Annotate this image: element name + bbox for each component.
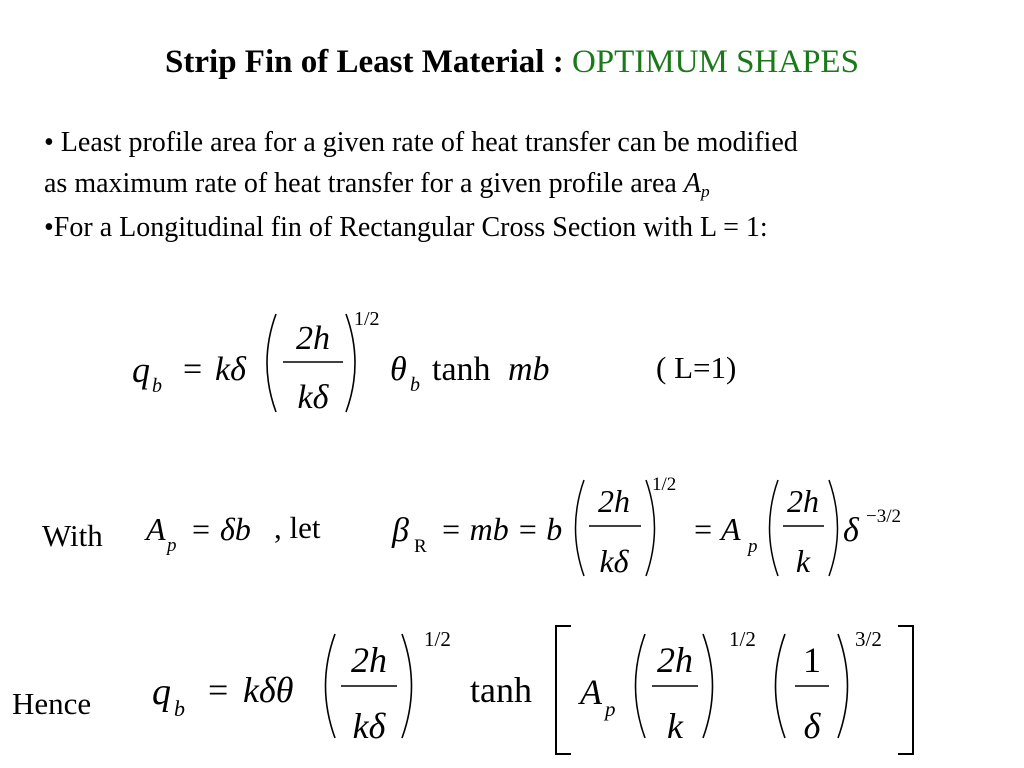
eq1-lhs-sub: b [152,375,162,397]
with-label: With [42,518,103,553]
eq1-frac-num: 2h [296,320,330,357]
eq4-exponent-2: 1/2 [729,627,756,651]
eq1-arg: mb [508,351,550,388]
eq2-rhs: δb [220,511,251,547]
eq4-frac1-num: 2h [351,640,387,680]
eq4-left-paren-1 [326,634,336,738]
eq3-beta-sub: R [414,536,427,557]
hence-label: Hence [12,686,92,721]
eq1-exponent: 1/2 [354,308,380,330]
eq2-equals: = [192,511,211,547]
eq1-condition: ( L=1) [656,350,737,385]
eq3-exponent-2: −3/2 [866,506,901,527]
bullet-1-symbol: A [683,168,701,199]
title-colored-part: OPTIMUM SHAPES [571,44,859,80]
eq4-a-var: A [580,672,602,712]
eq1-lhs-var: q [132,350,150,390]
eq4-left-paren-3 [776,634,786,738]
title-bold-part: Strip Fin of Least Material : [165,44,564,80]
eq4-exponent-1: 1/2 [424,627,451,651]
eq4-factor: kδθ [243,670,294,710]
eq3-frac2-den: k [795,543,811,579]
eq4-tanh: tanh [470,670,532,710]
eq1-factor: kδ [215,351,246,388]
eq4-frac2-num: 2h [657,640,693,680]
bullet-2: •For a Longitudinal fin of Rectangular Cross Section with L = 1: [44,212,768,243]
eq1-tanh: tanh [432,351,491,388]
eq4-exponent-3: 3/2 [855,627,882,651]
bullet-1-line-1: • Least profile area for a given rate of heat transfer can be modified [44,127,798,158]
bullet-1-symbol-sub: p [700,181,710,201]
eq1-theta: θ [390,351,407,388]
eq4-frac3-den: δ [803,706,821,746]
eq2-lhs-var: A [146,511,166,547]
eq4-lhs-var: q [152,671,171,713]
eq3-delta: δ [843,512,859,549]
bullet-1-line-2-text: as maximum rate of heat transfer for a given profile area [44,168,684,199]
eq3-beta: β [392,512,409,549]
eq4-frac3-num: 1 [803,640,821,680]
eq4-frac2-den: k [667,706,683,746]
eq1-equals: = [183,351,203,388]
eq3-frac1-num: 2h [598,483,630,519]
eq4-right-paren-3 [838,634,848,738]
eq4-right-paren-1 [402,634,412,738]
eq4-right-bracket [898,626,913,754]
eq1-frac-den: kδ [297,379,329,416]
eq4-lhs-sub: b [174,696,185,721]
eq2-lhs-sub: p [167,535,177,556]
eq4-equals: = [208,670,229,710]
eq3-a-sub: p [748,536,758,557]
eq4-right-paren-2 [703,634,713,738]
eq4-left-bracket [556,626,571,754]
eq4-left-paren-2 [636,634,646,738]
eq3-mid: = mb = b [440,511,563,547]
eq3-equals-a: = A [692,511,741,547]
eq3-frac2-num: 2h [787,483,819,519]
let-label: , let [274,510,321,545]
eq4-frac1-den: kδ [352,706,386,746]
eq3-exponent-1: 1/2 [652,474,677,495]
eq3-frac1-den: kδ [599,543,629,579]
eq4-a-sub: p [605,697,616,721]
eq1-theta-sub: b [410,374,420,396]
